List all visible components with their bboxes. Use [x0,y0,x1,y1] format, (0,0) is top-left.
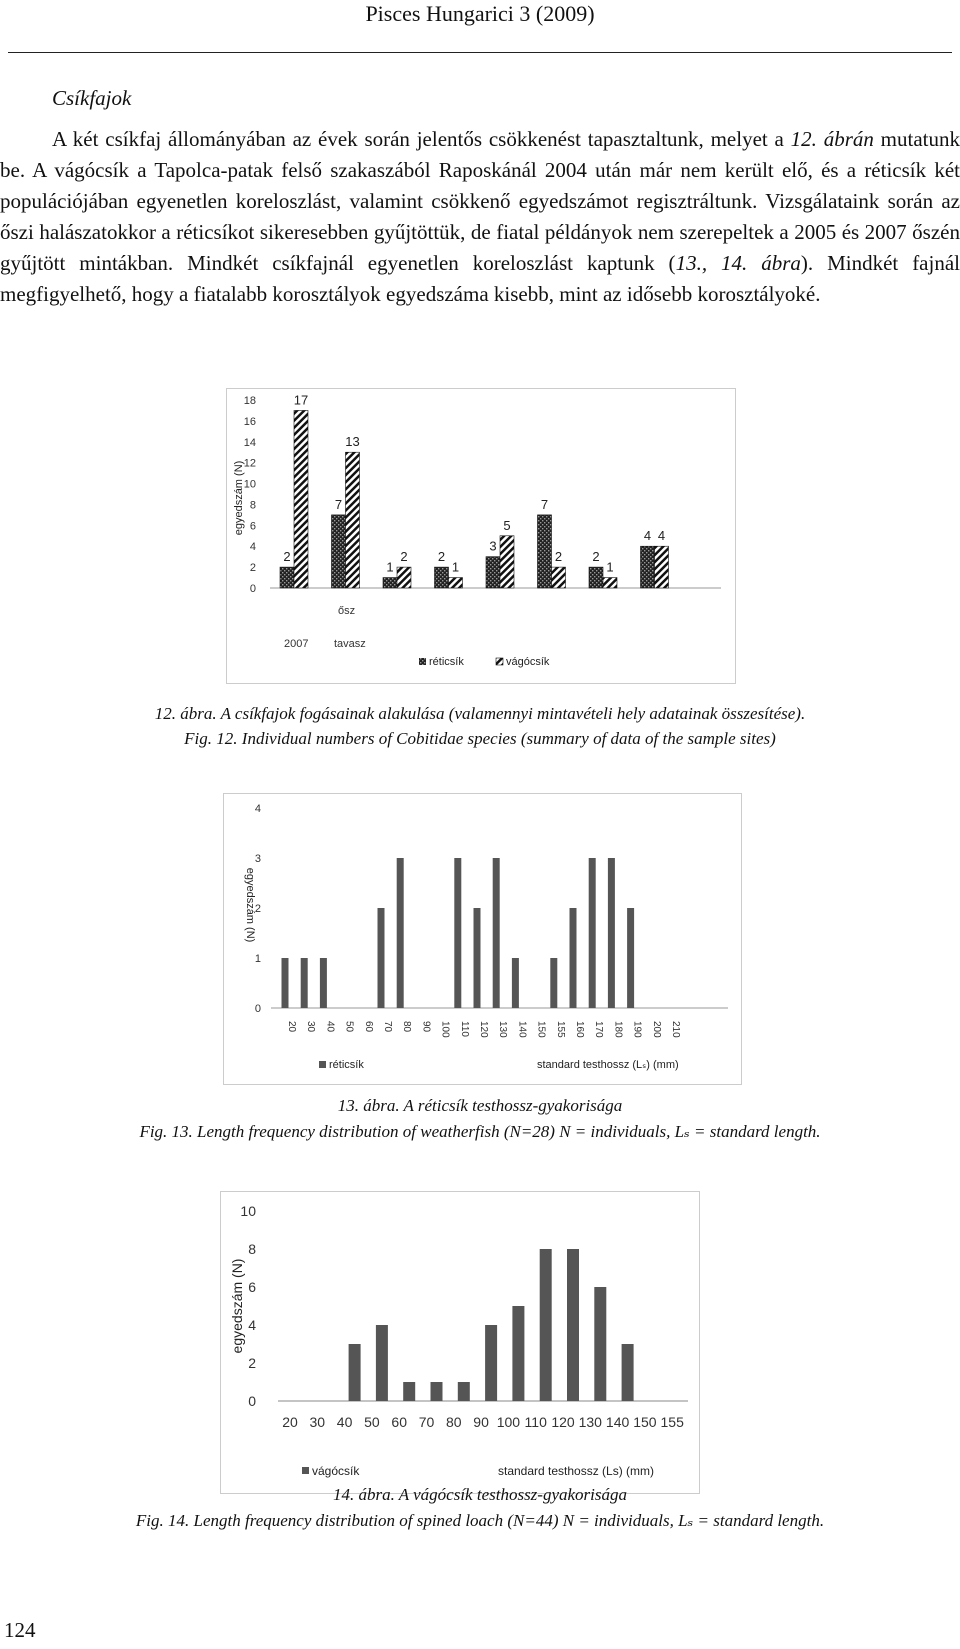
x-tick-label: 20 [286,1021,297,1033]
figure-13 [223,793,742,1085]
body-text-b: mutatunk be. A vágócsík a Tapolca-patak felső szakaszából Raposkánál 2004 után már nem került elő, és a réticsík két populációjában egyenetlen koreloszlást, valamint csökkenő egyedszámot regisztráltunk. Vizsgálataink során az őszi halászatokkor a réticsíkot sikeresebben gyűjtöttük, de fiatal példányok nem szerepeltek a 2005 és 2007 őszén gyűjtött mintákban. Mindkét csíkfajnál egyenetlen koreloszlást kaptunk ( [0,127,960,275]
bar-vagocsik [431,1382,443,1401]
bar-reticsik [378,908,385,1008]
x-tick-label: 50 [364,1414,380,1430]
x-tick-label: 100 [439,1021,451,1038]
bar-vagocsik [349,1344,361,1401]
data-label: 1 [606,559,614,575]
figure-13-chart [223,793,742,1085]
bar-reticsik [570,908,577,1008]
x-tick-label: 170 [593,1021,605,1038]
x-annotation-2007: 2007 [284,638,309,650]
bar-vagocsik [397,567,411,588]
bar-reticsik [280,567,294,588]
x-annotation-tavasz: tavasz [334,638,366,650]
bar-reticsik [383,578,397,588]
y-tick-label: 18 [243,395,256,407]
page-number: 124 [4,1618,36,1642]
figure-12-caption-hu: 12. ábra. A csíkfajok fogásainak alakulása (valamennyi mintavételi hely adatainak összesítése). [154,704,806,723]
bar-reticsik [493,858,500,1008]
y-tick-label: 4 [248,1317,256,1333]
bar-reticsik [641,546,655,588]
data-label: 2 [437,549,446,565]
x-tick-label: 130 [578,1414,602,1430]
section-title: Csíkfajok [52,86,132,110]
bar-reticsik [550,958,557,1008]
bar-vagocsik [485,1325,497,1401]
bar-vagocsik [449,578,463,588]
bar-reticsik [589,858,596,1008]
y-tick-label: 2 [254,903,261,915]
bar-vagocsik [655,546,669,588]
bar-vagocsik [458,1382,470,1401]
bar-vagocsik [500,536,514,588]
body-paragraph [0,124,960,310]
figure-14-caption-hu: 14. ábra. A vágócsík testhossz-gyakorisága [332,1485,628,1504]
bar-vagocsik [540,1249,552,1401]
figure-reference-13-14: 13., 14. ábra [675,251,801,275]
x-tick-label: 80 [401,1021,413,1033]
x-tick-label: 70 [382,1021,393,1033]
x-tick-label: 130 [497,1021,509,1038]
x-tick-label: 140 [605,1414,630,1430]
bar-reticsik [486,557,500,588]
y-tick-label: 4 [249,541,256,554]
x-tick-label: 140 [516,1021,528,1038]
y-axis-label: egyedszám (N) [233,460,245,536]
figure-12 [226,388,736,684]
x-tick-label: 150 [535,1021,547,1038]
y-tick-label: 6 [248,1279,256,1295]
data-label: 2 [283,549,291,565]
y-tick-label: 2 [248,1355,256,1371]
running-header [0,0,960,34]
figure-13-caption-hu: 13. ábra. A réticsík testhossz-gyakorisága [337,1096,623,1115]
bar-reticsik [397,858,404,1008]
data-label: 3 [489,538,497,554]
y-tick-label: 2 [249,562,256,575]
bar-reticsik [435,567,449,588]
x-tick-label: 60 [362,1021,374,1033]
x-tick-label: 160 [574,1021,585,1038]
bar-vagocsik [294,410,308,588]
data-label: 7 [540,496,549,512]
y-tick-label: 10 [243,478,256,491]
x-tick-label: 20 [282,1414,298,1430]
bar-reticsik [589,567,603,588]
x-tick-label: 155 [554,1021,566,1038]
figure-14-chart [220,1191,700,1494]
x-tick-label: 90 [473,1414,489,1430]
legend-swatch-reticsik [419,658,426,665]
header-rule [8,52,952,53]
x-tick-label: 30 [305,1021,317,1033]
x-tick-label: 60 [391,1414,407,1430]
data-label: 2 [554,549,563,565]
bar-vagocsik [403,1382,415,1401]
x-tick-label: 180 [612,1021,624,1038]
bar-vagocsik [512,1306,524,1401]
x-tick-label: 30 [309,1414,326,1430]
y-tick-label: 1 [254,953,261,965]
legend-swatch-reticsik [319,1061,326,1068]
bar-vagocsik [603,578,617,588]
x-annotation-osz: ősz [338,605,356,617]
legend-swatch-vagocsik [496,658,503,665]
figure-12-chart [226,388,736,684]
data-label: 7 [334,496,343,512]
bar-vagocsik [552,567,566,588]
bar-vagocsik [594,1287,606,1401]
figure-14 [220,1191,700,1494]
y-tick-label: 8 [249,499,256,512]
legend-label-reticsik: réticsík [329,1059,364,1071]
data-label: 2 [400,549,408,565]
body-text-c: ). Mindkét fajnál megfigyelhető, hogy a fiatalabb korosztályok egyedszáma kisebb, mint az idősebb korosztályoké. [0,251,960,306]
x-tick-label: 120 [478,1021,489,1038]
x-tick-label: 190 [631,1021,643,1038]
bar-reticsik [320,958,327,1008]
data-label: 1 [386,559,394,575]
x-tick-label: 155 [660,1414,684,1430]
bar-reticsik [474,908,481,1008]
bar-reticsik [627,908,634,1008]
y-axis-label: egyedszám (N) [244,867,256,943]
x-tick-label: 210 [670,1021,681,1038]
legend-label-vagocsik: vágócsík [506,656,550,668]
x-tick-label: 110 [524,1414,547,1430]
legend-label-reticsik: réticsík [429,656,464,668]
legend-label-vagocsik: vágócsík [312,1464,360,1478]
x-tick-label: 40 [336,1414,353,1430]
y-tick-label: 0 [248,1393,256,1409]
bar-reticsik [332,515,346,588]
y-tick-label: 0 [254,1003,261,1015]
data-label: 1 [451,559,460,575]
data-label: 5 [503,517,511,533]
x-tick-label: 150 [633,1414,657,1430]
figure-reference-12: 12. ábrán [790,127,874,151]
bar-vagocsik [376,1325,388,1401]
y-tick-label: 4 [254,803,261,815]
x-axis-label: standard testhossz (Lₛ) (mm) [537,1059,679,1071]
bar-reticsik [512,958,519,1008]
y-axis-label: egyedszám (N) [229,1258,245,1354]
bar-vagocsik [622,1344,634,1401]
data-label: 2 [592,549,600,565]
x-tick-label: 200 [650,1021,662,1038]
y-tick-label: 10 [240,1203,256,1219]
bar-vagocsik [346,452,360,588]
bar-reticsik [538,515,552,588]
data-label: 4 [643,528,652,544]
x-tick-label: 90 [420,1021,432,1033]
figure-12-caption-en: Fig. 12. Individual numbers of Cobitidae species (summary of data of the sample sites) [184,729,776,748]
y-tick-label: 12 [243,457,256,470]
data-label: 4 [657,528,666,544]
bar-reticsik [282,958,289,1008]
data-label: 17 [293,392,309,408]
legend-swatch-vagocsik [302,1467,309,1474]
journal-title: Pisces Hungarici 3 (2009) [365,1,595,26]
bar-vagocsik [567,1249,579,1401]
data-label: 13 [345,434,360,450]
x-axis-label: standard testhossz (Ls) (mm) [498,1464,655,1478]
y-tick-label: 16 [243,415,256,428]
x-tick-label: 80 [446,1414,462,1430]
x-tick-label: 40 [324,1021,336,1033]
bar-reticsik [608,858,615,1008]
x-tick-label: 110 [458,1021,470,1037]
x-tick-label: 50 [343,1021,355,1033]
y-tick-label: 3 [254,853,261,865]
y-tick-label: 14 [243,436,256,449]
bar-reticsik [454,858,461,1008]
figure-13-caption-en: Fig. 13. Length frequency distribution of weatherfish (N=28) N = individuals, Lₛ = standard length. [139,1122,821,1141]
bar-reticsik [301,958,308,1008]
x-tick-label: 100 [496,1414,521,1430]
y-tick-label: 6 [249,520,256,533]
body-text-a: A két csíkfaj állományában az évek során jelentős csökkenést tapasztaltunk, melyet a [52,127,784,151]
figure-14-caption-en: Fig. 14. Length frequency distribution of spined loach (N=44) N = individuals, Lₛ = standard length. [135,1511,825,1530]
x-tick-label: 120 [551,1414,575,1430]
x-tick-label: 70 [418,1414,435,1430]
y-tick-label: 0 [249,583,256,595]
y-tick-label: 8 [248,1241,256,1257]
